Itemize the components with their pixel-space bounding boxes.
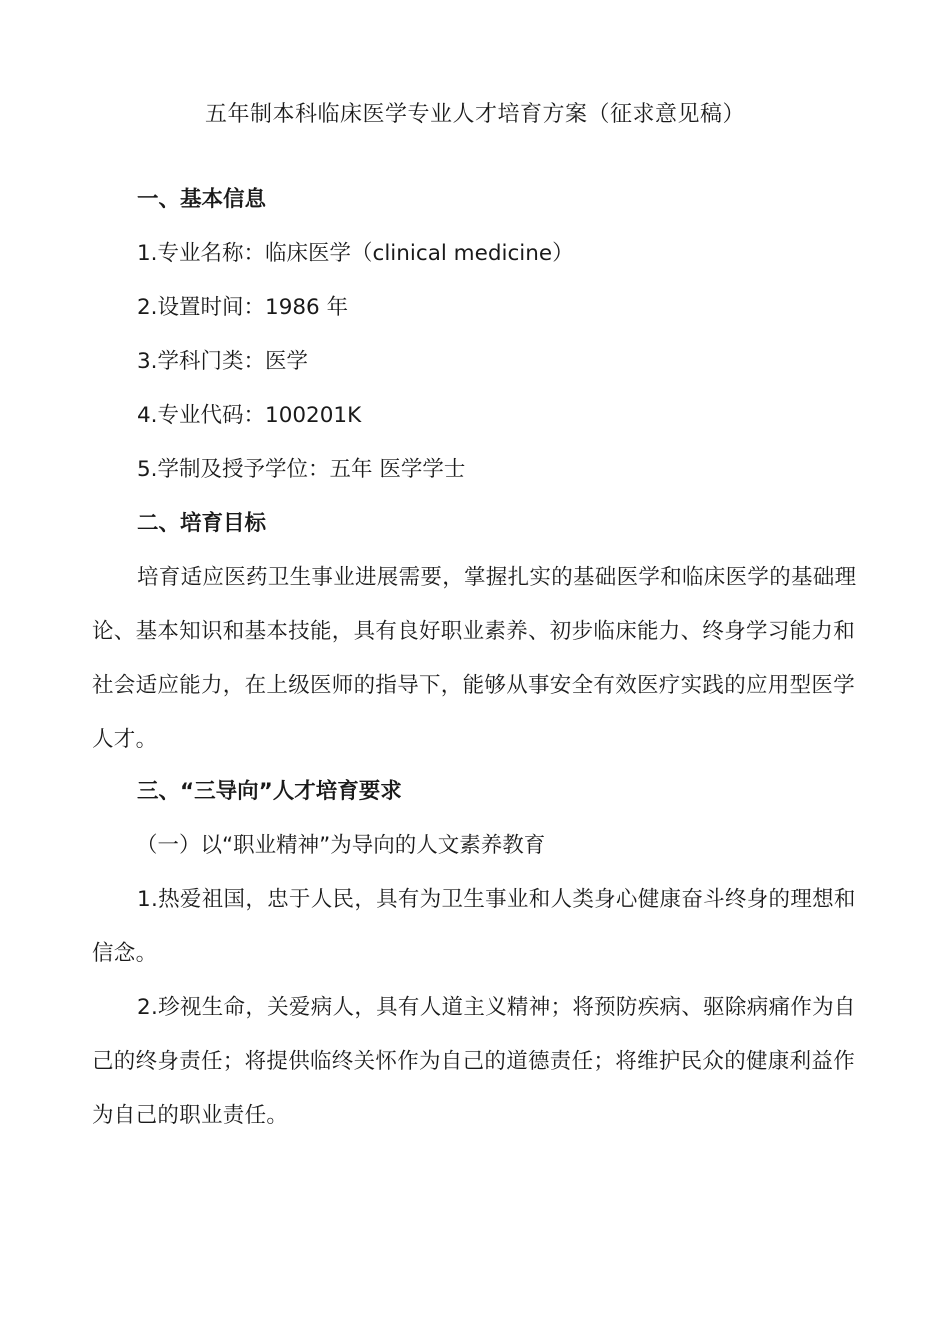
info-item-established-time: 2.设置时间：1986 年 bbox=[137, 295, 349, 320]
requirement-paragraph-2: 2.珍视生命，关爱病人，具有人道主义精神；将预防疾病、驱除病痛作为自己的终身责任；将提供临终关怀作为自己的道德责任；将维护民众的健康利益作为自己的职业责任。 bbox=[92, 995, 856, 1128]
info-item-major-code: 4.专业代码：100201K bbox=[137, 403, 362, 428]
info-item-major-name: 1.专业名称：临床医学（clinical medicine） bbox=[137, 241, 574, 266]
subsection-heading-professional-spirit: （一）以“职业精神”为导向的人文素养教育 bbox=[136, 833, 546, 858]
info-item-degree: 5.学制及授予学位：五年 医学学士 bbox=[137, 457, 466, 482]
section-heading-requirements: 三、“三导向”人才培育要求 bbox=[137, 779, 402, 804]
requirement-paragraph-1: 1.热爱祖国，忠于人民，具有为卫生事业和人类身心健康奋斗终身的理想和信念。 bbox=[92, 887, 856, 966]
training-goals-paragraph: 培育适应医药卫生事业进展需要，掌握扎实的基础医学和临床医学的基础理论、基本知识和基本技能，具有良好职业素养、初步临床能力、终身学习能力和社会适应能力，在上级医师的指导下，能够从事安全有效医疗实践的应用型医学人才。 bbox=[92, 565, 857, 752]
info-item-discipline: 3.学科门类：医学 bbox=[137, 349, 309, 374]
document-title: 五年制本科临床医学专业人才培育方案（征求意见稿） bbox=[204, 102, 745, 127]
section-heading-basic-info: 一、基本信息 bbox=[137, 187, 267, 212]
section-heading-training-goals: 二、培育目标 bbox=[137, 511, 267, 536]
